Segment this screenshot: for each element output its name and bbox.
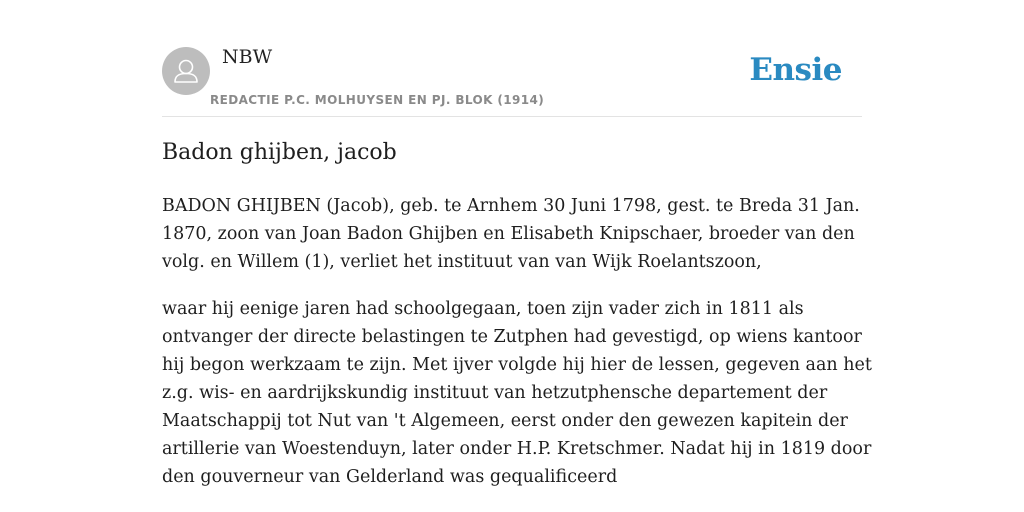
brand-logo[interactable]: Ensie bbox=[749, 52, 842, 88]
article-title: Badon ghijben, jacob bbox=[162, 140, 397, 165]
source-subtitle: REDACTIE P.C. MOLHUYSEN EN PJ. BLOK (1914) bbox=[210, 93, 545, 107]
header bbox=[162, 40, 862, 117]
article-paragraph-1: BADON GHIJBEN (Jacob), geb. te Arnhem 30 Juni 1798, gest. te Breda 31 Jan. 1870, zoon van Joan Badon Ghijben en Elisabeth Knipschaer, broeder van den volg. en Willem (1), verliet het instituut van van Wijk Roelantszoon, bbox=[162, 196, 860, 272]
author-name[interactable]: NBW bbox=[222, 46, 273, 68]
article-paragraph-2: waar hij eenige jaren had schoolgegaan, toen zijn vader zich in 1811 als ontvanger der directe belastingen te Zutphen had gevestigd, op wiens kantoor hij begon werkzaam te zijn. Met ijver volgde hij hier de lessen, gegeven aan het z.g. wis- en aardrijkskundig instituut van hetzutphensche departement der Maatschappij tot Nut van 't Algemeen, eerst onder den gewezen kapitein der artillerie van Woestenduyn, later onder H.P. Kretschmer. Nadat hij in 1819 door den gouverneur van Gelderland was gequalificeerd bbox=[162, 299, 872, 487]
user-avatar-icon[interactable] bbox=[162, 47, 210, 95]
